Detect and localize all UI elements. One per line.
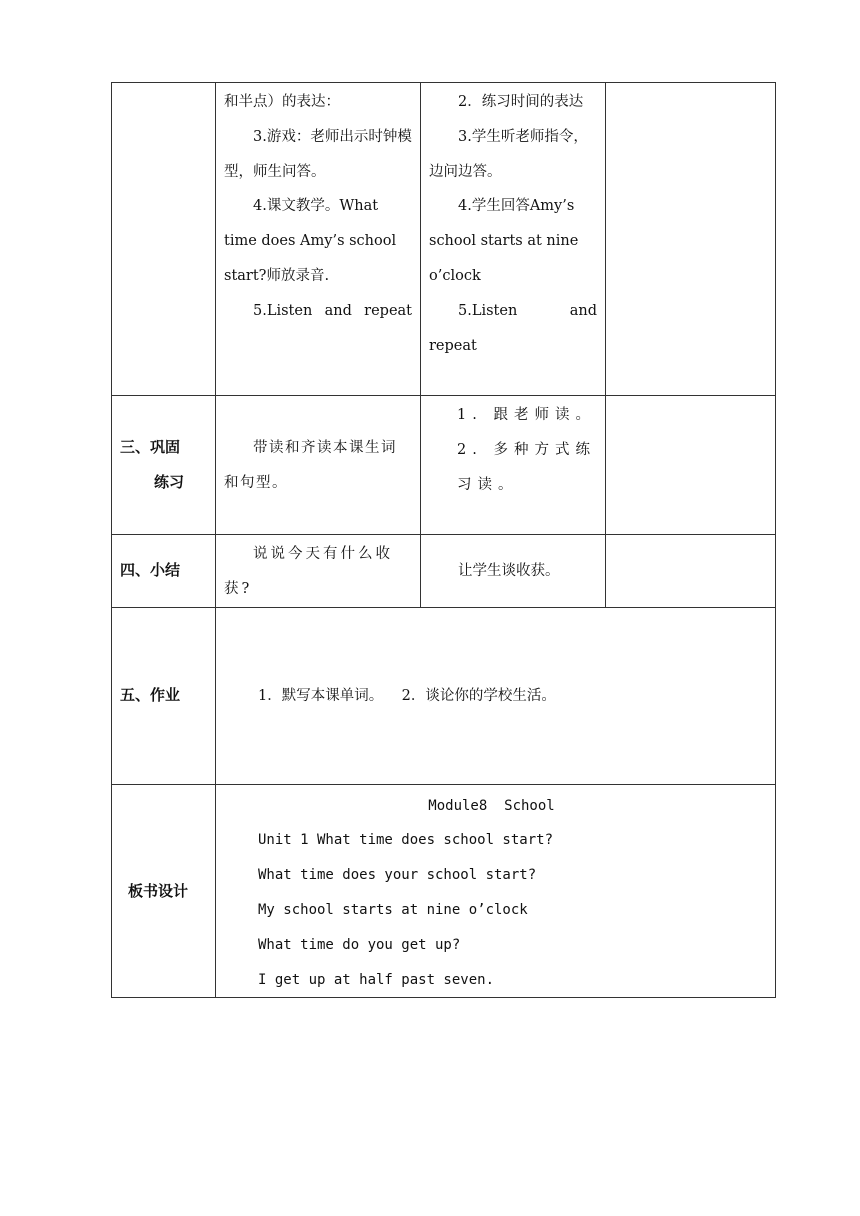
notes-cell (606, 83, 776, 396)
board-line: Unit 1 What time does school start? (258, 832, 554, 849)
stage-label-cell (112, 396, 216, 535)
notes-cell (606, 396, 776, 535)
teacher-line: 4.课文教学。What time does Amy’s school start?师放录音. (224, 198, 397, 284)
teacher-activity-cell (216, 396, 421, 535)
student-line: 1. 跟老师读。 (457, 407, 596, 423)
student-line: 4.学生回答Amy’s school starts at nine o’clock (429, 198, 579, 284)
stage-label: 板书设计 (128, 881, 189, 900)
lesson-plan-table (111, 82, 776, 998)
stage-label: 四、小结 (120, 561, 181, 580)
table-row-summary (112, 535, 776, 608)
student-line: 3.学生听老师指令，边问边答。 (429, 128, 588, 180)
board-line: What time do you get up? (258, 936, 461, 953)
student-line: 让学生谈收获。 (458, 563, 560, 580)
board-line: I get up at half past seven. (258, 971, 495, 988)
stage-label: 练习 (154, 473, 185, 491)
student-line: 5.Listen and repeat (429, 302, 597, 354)
student-line: 2. 多种方式练习读。 (457, 441, 596, 493)
board-line: What time does your school start? (258, 867, 537, 884)
teacher-line: 说说今天有什么收获? (224, 546, 393, 597)
student-line: 2．练习时间的表达 (458, 94, 584, 110)
table-row-homework (112, 607, 776, 784)
homework-text: 1．默写本课单词。 2．谈论你的学校生活。 (258, 688, 556, 705)
notes-cell (606, 535, 776, 608)
stage-label-cell (112, 607, 216, 784)
board-line: My school starts at nine o’clock (258, 901, 528, 918)
teacher-line: 3.游戏：老师出示时钟模型，师生问答。 (224, 128, 412, 180)
table-row-board-design (112, 784, 776, 998)
student-activity-cell (421, 396, 606, 535)
student-activity-cell (421, 83, 606, 396)
stage-label: 五、作业 (120, 686, 181, 705)
homework-cell (216, 607, 776, 784)
student-activity-cell (421, 535, 606, 608)
teacher-line: 和半点）的表达： (224, 94, 340, 110)
teacher-line: 带读和齐读本课生词和句型。 (224, 440, 397, 491)
teacher-line: 5.Listen and repeat (253, 302, 412, 319)
table-row-consolidate (112, 396, 776, 535)
teacher-activity-cell (216, 535, 421, 608)
stage-cell-empty (112, 83, 216, 396)
stage-label: 三、巩固 (120, 438, 181, 457)
board-design-cell (216, 784, 776, 998)
stage-label-cell (112, 535, 216, 608)
table-row-continuation (112, 83, 776, 396)
stage-label-cell (112, 784, 216, 998)
board-title: Module8 School (428, 797, 555, 814)
teacher-activity-cell (216, 83, 421, 396)
